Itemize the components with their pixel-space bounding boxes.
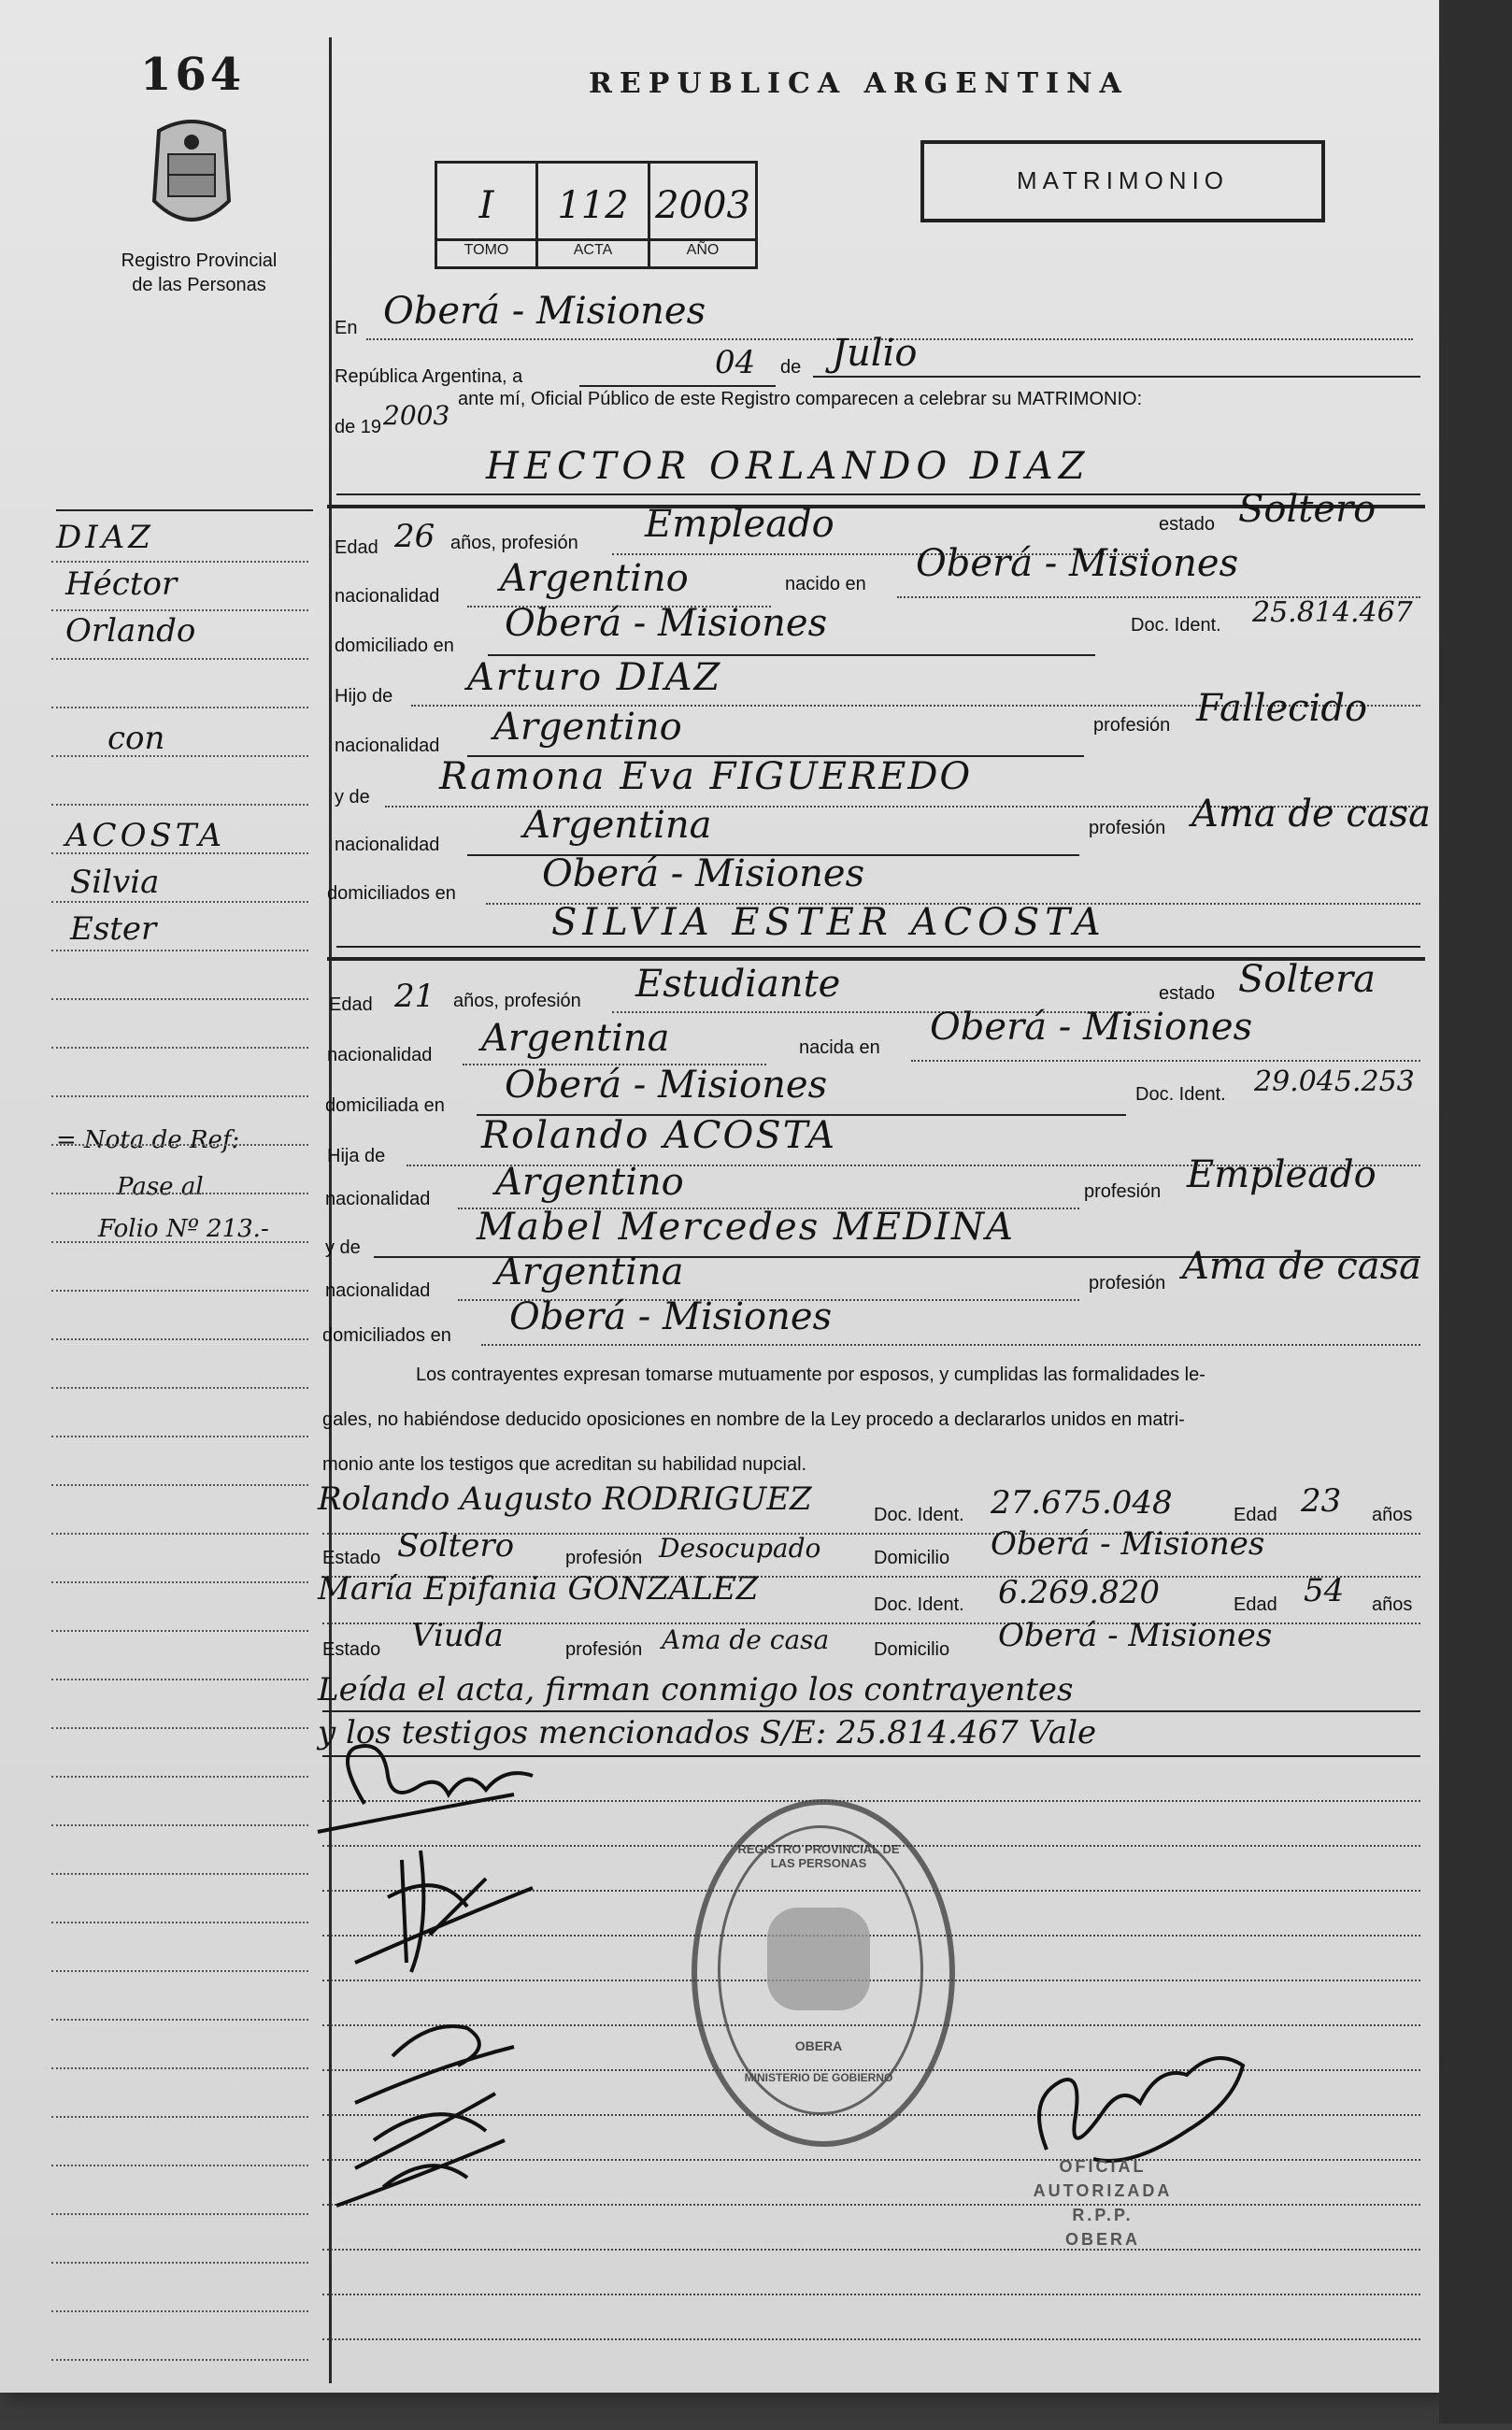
tomo-value: I [478,184,494,227]
stamp-ring-text: REGISTRO PROVINCIAL DE LAS PERSONAS [737,1842,900,1870]
bride-estado: Soltera [1238,958,1376,1001]
seal-line-4: OBERA [1064,2230,1140,2249]
witness2-anos-label: años [1372,1594,1413,1615]
margin-ruled-line [51,1581,308,1583]
margin-ruled-line [51,658,308,660]
margin-ruled-line [51,1922,308,1923]
groom-madre-nac: Argentina [523,804,712,847]
groom-nacido-label: nacido en [785,574,866,594]
declaration-line-2: gales, no habiéndose deducido oposiciones en nombre de la Ley procedo a declararlos unidos en matri- [322,1409,1185,1430]
margin-ruled-line [51,804,308,806]
groom-doc-label: Doc. Ident. [1131,615,1221,636]
bride-profesion: Estudiante [635,963,841,1006]
margin-ruled-line [51,707,308,708]
bride-padre-nac-label: nacionalidad [325,1189,431,1209]
witness1-doc: 27.675.048 [991,1484,1173,1522]
declaration-line-1: Los contrayentes expresan tomarse mutuamente por esposos, y cumplidas las formalidades le- [416,1365,1205,1385]
witness2-prof-label: profesión [565,1639,643,1660]
bride-edad-label: Edad [329,994,373,1015]
witness1-anos-label: años [1372,1505,1413,1525]
margin-ruled-line [51,950,308,951]
witness2-edad: 54 [1304,1572,1345,1609]
margin-ruled-line [51,1776,308,1778]
groom-estado: Soltero [1238,488,1376,531]
intro-day: 04 [715,344,756,381]
registry-line-2: de las Personas [132,275,266,295]
margin-ruled-line [51,1338,308,1340]
margin-ruled-line [51,901,308,903]
witness2-estado-label: Estado [322,1639,381,1660]
bride-domicilio: Oberá - Misiones [505,1064,828,1107]
groom-padres-dom-label: domiciliados en [327,883,456,904]
witness1-estado-label: Estado [322,1548,381,1568]
bride-padre: Rolando ACOSTA [481,1114,837,1157]
margin-ruled-line [51,1873,308,1875]
de-label: de [780,357,802,378]
margin-ruled-line [51,2262,308,2264]
tomo-label: TOMO [464,242,509,258]
groom-yde-label: y de [335,787,370,808]
groom-madre-prof: Ama de casa [1191,793,1431,836]
margin-ruled-line [51,1484,308,1486]
background-edge [1439,0,1512,2423]
bride-madre-nac-label: nacionalidad [325,1280,431,1301]
en-label: En [335,318,358,338]
bride-doc: 29.045.253 [1254,1065,1415,1098]
signatures-icon [299,1738,598,2430]
groom-dom-label: domiciliado en [335,636,454,656]
bride-dom-label: domiciliada en [325,1095,445,1116]
margin-ruled-line [51,609,308,611]
province-crest-icon [140,112,243,243]
margin-ruled-line [51,1533,308,1535]
bride-hijo-label: Hija de [327,1146,386,1166]
stamp-bottom-text: MINISTERIO DE GOBIERNO [744,2071,893,2084]
declaration-line-3: monio ante los testigos que acreditan su habilidad nupcial. [322,1454,807,1475]
margin-note-1: = Nota de Ref: [56,1126,240,1154]
bride-padres-dom: Oberá - Misiones [509,1295,833,1338]
margin-ruled-line [51,1144,308,1146]
witness2-estado: Viuda [411,1617,504,1654]
witness2-dom-label: Domicilio [874,1639,950,1660]
witness2-profesion: Ama de casa [662,1624,830,1655]
groom-nacido: Oberá - Misiones [916,542,1239,585]
groom-padre-nac-label: nacionalidad [335,736,440,756]
margin-bride-name1: Silvia [70,864,160,901]
margin-ruled-line [51,1436,308,1437]
groom-madre: Ramona Eva FIGUEREDO [439,755,973,798]
groom-padre: Arturo DIAZ [467,656,722,699]
officer-signature-icon [1019,2009,1262,2178]
margin-ruled-line [51,2213,308,2215]
acta-value: 112 [557,184,629,227]
witness2-name: María Epifania GONZALEZ [318,1570,759,1608]
bride-nacido: Oberá - Misiones [930,1006,1253,1049]
witness1-name: Rolando Augusto RODRIGUEZ [318,1480,812,1518]
margin-con: con [107,720,165,757]
margin-ruled-line [51,1047,308,1049]
bride-madre-prof-label: profesión [1089,1273,1166,1294]
bride-nac-label: nacionalidad [327,1045,433,1065]
record-type: MATRIMONIO [1016,166,1230,194]
witness1-dom-label: Domicilio [874,1548,950,1568]
bride-doc-label: Doc. Ident. [1135,1084,1226,1105]
witness2-edad-label: Edad [1234,1594,1277,1615]
groom-domicilio: Oberá - Misiones [505,602,828,645]
margin-ruled-line [51,2019,308,2021]
stamp-city: OBERA [794,2038,843,2053]
margin-ruled-line [51,852,308,854]
groom-padres-dom: Oberá - Misiones [542,852,865,895]
seal-line-2: AUTORIZADA [1033,2181,1173,2200]
folio-number: 164 [140,49,246,101]
bride-prof-label: años, profesión [453,991,581,1011]
intro-statement: ante mí, Oficial Público de este Registro comparecen a celebrar su MATRIMONIO: [458,389,1143,409]
groom-nacionalidad: Argentino [500,557,689,600]
groom-edad: 26 [394,518,435,555]
closing-line-1: Leída el acta, firman conmigo los contrayentes [318,1671,1074,1708]
bride-padre-nac: Argentino [495,1161,684,1204]
margin-ruled-line [51,1679,308,1680]
bride-padre-prof: Empleado [1187,1153,1376,1196]
closing-line-2: y los testigos mencionados S/E: 25.814.467 Vale [318,1714,1097,1751]
margin-note-2: Pase al [117,1173,204,1201]
margin-ruled-line [51,1095,308,1097]
margin-ruled-line [51,2116,308,2118]
margin-ruled-line [51,998,308,1000]
margin-note-3: Folio Nº 213.- [98,1215,269,1243]
witness2-doc-label: Doc. Ident. [874,1594,964,1615]
bride-nacido-label: nacida en [799,1037,880,1058]
rep-label: República Argentina, a [335,366,523,387]
groom-profesion: Empleado [645,503,834,546]
bride-madre-prof: Ama de casa [1182,1245,1421,1288]
margin-ruled-line [51,1727,308,1729]
groom-padre-nac: Argentino [493,706,682,749]
officer-seal [934,2154,1271,2251]
country-title: REPUBLICA ARGENTINA [589,67,1129,100]
intro-place: Oberá - Misiones [383,290,706,333]
ano-label: AÑO [686,242,720,258]
seal-line-1: OFICIAL [1059,2157,1147,2176]
bride-padres-dom-label: domiciliados en [322,1325,451,1346]
groom-prof-label: años, profesión [450,533,578,553]
bride-edad: 21 [394,978,435,1015]
bride-yde-label: y de [325,1237,361,1258]
groom-madre-prof-label: profesión [1089,818,1166,838]
intro-month: Julio [832,332,918,375]
witness2-domicilio: Oberá - Misiones [998,1617,1273,1654]
margin-bride-surname: ACOSTA [65,817,226,854]
witness2-doc: 6.269.820 [998,1574,1161,1611]
groom-nac-label: nacionalidad [335,586,440,607]
bride-madre: Mabel Mercedes MEDINA [477,1206,1015,1249]
witness1-domicilio: Oberá - Misiones [991,1525,1265,1563]
seal-line-3: R.P.P. [1072,2206,1134,2224]
margin-ruled-line [51,1193,308,1194]
groom-padre-prof: Fallecido [1196,687,1368,730]
groom-full-name: HECTOR ORLANDO DIAZ [486,445,1091,488]
record-table [435,161,758,269]
groom-edad-label: Edad [335,537,378,558]
bride-nacionalidad: Argentina [481,1017,670,1060]
record-type-box [920,140,1325,222]
margin-ruled-line [51,2165,308,2166]
bride-full-name: SILVIA ESTER ACOSTA [551,901,1106,944]
margin-ruled-line [51,2359,308,2361]
margin-ruled-line [51,1970,308,1972]
ano-value: 2003 [655,184,750,227]
margin-ruled-line [51,561,308,563]
acta-label: ACTA [573,242,613,258]
margin-groom-name2: Orlando [65,612,196,650]
bride-padre-prof-label: profesión [1084,1181,1162,1202]
witness1-profesion: Desocupado [659,1533,821,1564]
margin-ruled-line [51,1387,308,1389]
witness1-edad: 23 [1301,1482,1342,1520]
groom-madre-nac-label: nacionalidad [335,835,440,855]
witness1-doc-label: Doc. Ident. [874,1505,964,1525]
groom-estado-label: estado [1159,514,1216,535]
bride-madre-nac: Argentina [495,1251,684,1294]
registry-line-1: Registro Provincial [121,250,278,271]
margin-ruled-line [51,755,308,757]
margin-groom-surname: DIAZ [56,519,154,556]
bride-estado-label: estado [1159,983,1216,1004]
margin-ruled-line [51,1241,308,1243]
margin-groom-name1: Héctor [65,565,178,603]
margin-ruled-line [51,2310,308,2312]
witness1-estado: Soltero [397,1527,515,1565]
official-stamp [692,1799,955,2147]
margin-ruled-line [51,2067,308,2069]
groom-hijo-label: Hijo de [335,686,393,707]
margin-ruled-line [51,1290,308,1292]
groom-doc: 25.814.467 [1252,596,1413,629]
margin-ruled-line [51,1630,308,1632]
margin-bride-name2: Ester [70,910,157,948]
witness1-prof-label: profesión [565,1548,643,1568]
year-prefix: de 19 [335,417,382,437]
groom-padre-prof-label: profesión [1093,715,1171,736]
intro-year: 2003 [383,400,450,431]
margin-ruled-line [51,1824,308,1826]
witness1-edad-label: Edad [1234,1505,1277,1525]
